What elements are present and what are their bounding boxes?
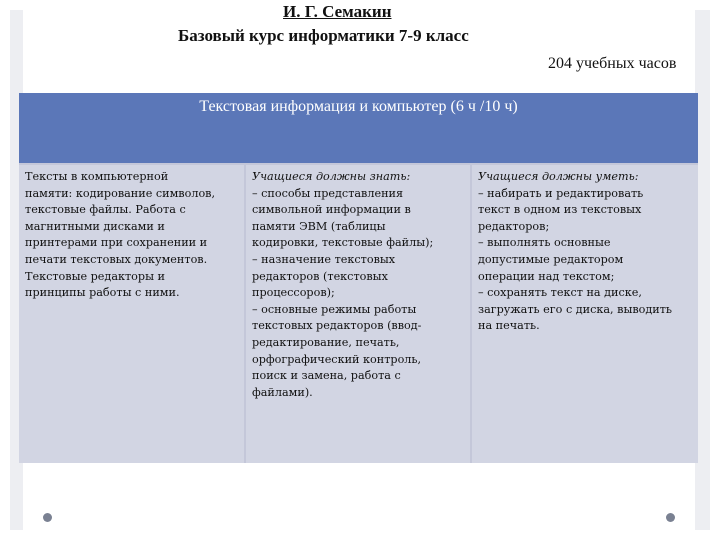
table-heading: Текстовая информация и компьютер (6 ч /10 ч): [199, 98, 518, 115]
topics-text: Тексты в компьютерной памяти: кодирование символов, текстовые файлы. Работа с магнитными дисками и принтерами при сохранении и печати текстовых документов. Текстовые редакторы и принципы работы с ними.: [25, 170, 216, 300]
topics-cell: [19, 165, 244, 463]
knowledge-text: – способы представления символьной информации в памяти ЭВМ (таблицы кодировки, текстовые файлы); – назначение текстовых редакторов (текстовых процессоров); – основные режимы работы текстовых редакторов (ввод- редактирование, печать, орфографический контроль, поиск и замена, работа с файлами).: [252, 186, 434, 399]
knowledge-lead: Учащиеся должны знать:: [252, 170, 411, 183]
curriculum-table: [19, 93, 698, 463]
bullet-dot-left: [43, 513, 52, 522]
knowledge-cell: [246, 165, 470, 463]
skills-text: – набирать и редактировать текст в одном из текстовых редакторов; – выполнять основные допустимые редактором операции над текстом; – сохранять текст на диске, загружать его с диска, выводить на печать.: [478, 186, 673, 333]
skills-lead: Учащиеся должны уметь:: [478, 170, 639, 183]
author-name: И. Г. Семакин: [283, 2, 392, 21]
bullet-dot-right: [666, 513, 675, 522]
skills-cell: [472, 165, 698, 463]
table-heading-cell: [19, 93, 698, 163]
course-title: Базовый курс информатики 7-9 класс: [178, 26, 469, 45]
hours-count: 204 учебных часов: [548, 55, 677, 72]
